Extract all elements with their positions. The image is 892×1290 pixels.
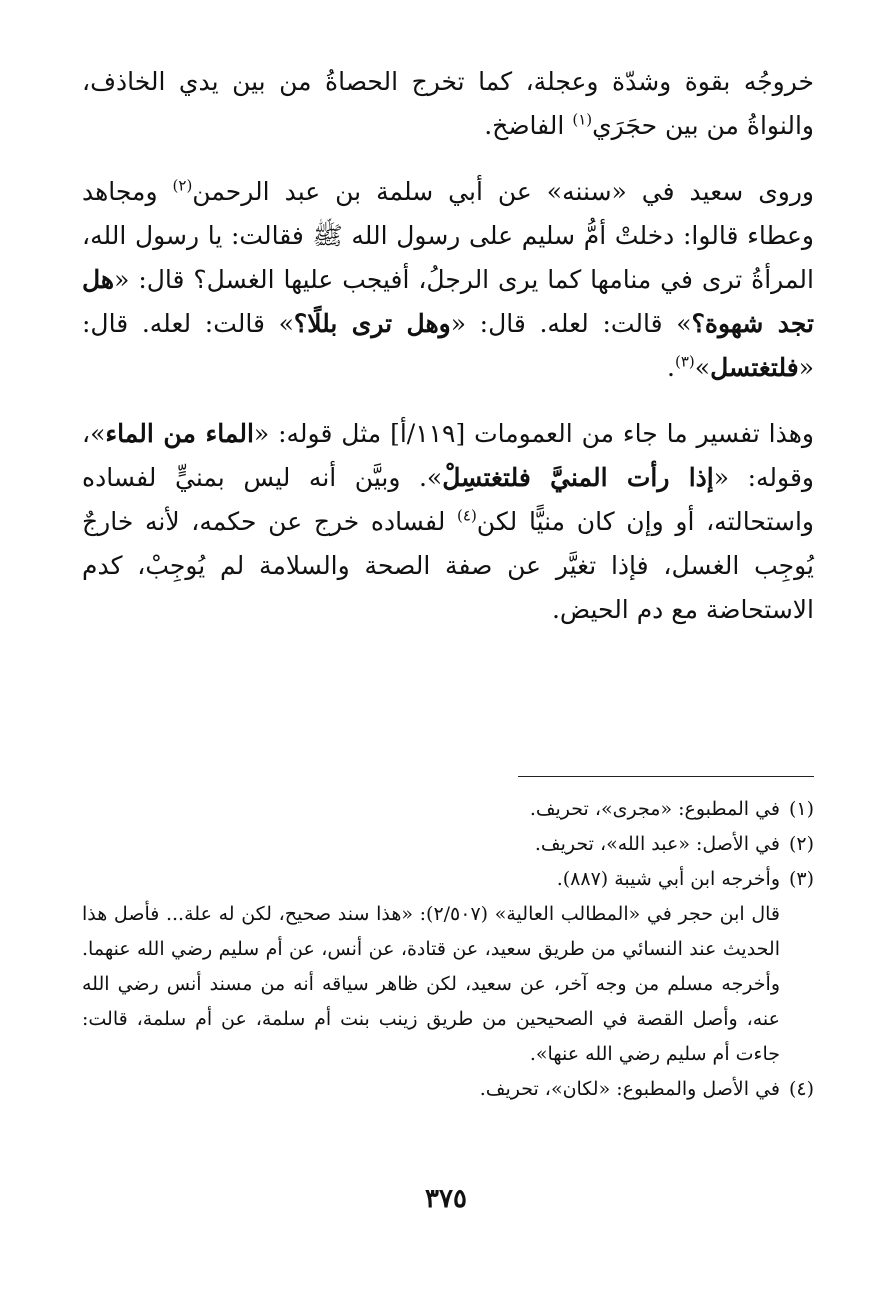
footnote-1 (82, 792, 814, 827)
page-number: ٣٧٥ (425, 1184, 467, 1214)
footnote-ref-4: (٤) (457, 506, 477, 525)
paragraph-2-text-d: » قالت: لعله. قال: « (82, 309, 814, 382)
footnote-text: في الأصل: «عبد الله»، تحريف. (534, 833, 780, 855)
paragraph-2-text-b: ومجاهد وعطاء قالوا: دخلتْ أمُّ سليم على رسول الله ﷺ فقالت: يا رسول الله، المرأةُ ترى في منامها كما يرى الرجلُ، أفيجب عليها الغسل؟ قال: « (82, 177, 814, 294)
paragraph-2-text-c: » قالت: لعله. قال: « (450, 309, 692, 338)
paragraph-1-text-b: الفاضخ. (484, 111, 573, 140)
hadith-quote-2: وهل ترى بللًا؟ (293, 309, 451, 338)
paragraph-3-text-a: وهذا تفسير ما جاء من العمومات [١١٩/أ] مثل قوله: « (253, 419, 814, 448)
footnote-number: (٢) (788, 833, 814, 855)
paragraph-2-text-e: » (694, 353, 711, 382)
paragraph-2-text-f: . (667, 353, 675, 382)
footnote-text: في المطبوع: «مجرى»، تحريف. (529, 798, 780, 820)
footnote-number: (٤) (788, 1078, 814, 1100)
footnote-3-quote: قال ابن حجر في «المطالب العالية» (٢/٥٠٧): «هذا سند صحيح، لكن له علة... فأصل هذا الحديث عند النسائي من طريق سعيد، عن قتادة، عن أنس، عن أم سليم رضي الله عنهما. وأخرجه مسلم من وجه آخر، عن سعيد، لكن ظاهر سياقه أنه من مسند أنس رضي الله عنه، وأصل القصة في الصحيحين من طريق زينب بنت أم سلمة، عن أم سلمة، قالت: جاءت أم سليم رضي الله عنها». (82, 903, 780, 1065)
footnote-ref-1: (١) (572, 110, 593, 129)
footnote-number: (٣) (788, 868, 814, 890)
footnote-text: في الأصل والمطبوع: «لكان»، تحريف. (479, 1078, 780, 1100)
paragraph-gap (82, 158, 814, 170)
paragraph-3-text-d: لفساده خرج عن حكمه، لأنه خارجٌ يُوجِب الغسل، فإذا تغيَّر عن صفة الصحة والسلامة لم يُوجِبْ، كدم الاستحاضة مع دم الحيض. (82, 507, 814, 624)
footnote-3 (82, 862, 814, 897)
hadith-quote-3: فلتغتسل (710, 353, 799, 382)
footnotes-section (82, 792, 814, 1107)
hadith-quote-5: إذا رأت المنيَّ فلتغتسِلْ (442, 463, 714, 492)
paragraph-2 (82, 170, 814, 390)
footnote-ref-2: (٢) (172, 176, 193, 195)
hadith-quote-1: هل تجد شهوة؟ (82, 265, 814, 338)
paragraph-3 (82, 412, 814, 632)
footnote-2 (82, 827, 814, 862)
paragraph-2-text-a: وروى سعيد في «سننه» عن أبي سلمة بن عبد الرحمن (192, 177, 814, 206)
paragraph-1 (82, 60, 814, 148)
paragraph-3-text-b: »، وقوله: « (82, 419, 814, 492)
footnote-number: (١) (788, 798, 814, 820)
footnote-text: وأخرجه ابن أبي شيبة (٨٨٧). (556, 868, 780, 890)
paragraph-1-text-a: خروجُه بقوة وشدّة وعجلة، كما تخرج الحصاةُ من بين يدي الخاذف، والنواةُ من بين حجَرَي (82, 67, 814, 140)
paragraph-3-text-c: ». وبيَّن أنه ليس بمنيٍّ لفساده واستحالته، أو وإن كان منيًّا لكن (82, 463, 814, 536)
footnote-4 (82, 1072, 814, 1107)
footnote-divider (518, 776, 814, 777)
paragraph-gap (82, 400, 814, 412)
footnote-ref-3: (٣) (675, 352, 695, 371)
hadith-quote-4: الماء من الماء (105, 419, 254, 448)
